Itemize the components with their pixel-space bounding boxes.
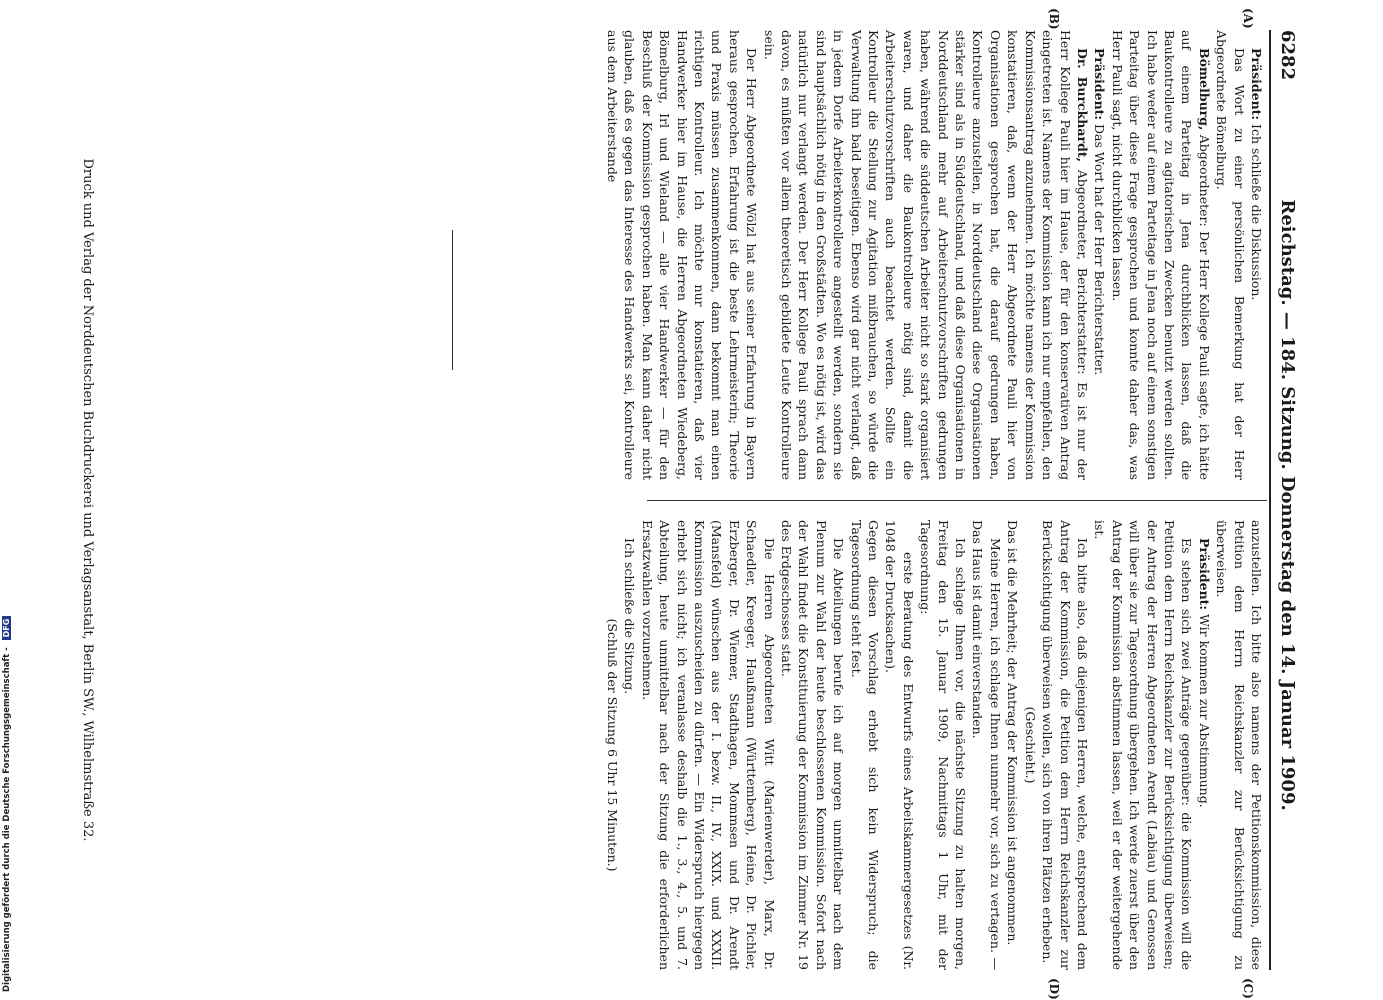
margin-mark-d: (D) [1047, 978, 1061, 1000]
paragraph [847, 520, 882, 970]
paragraph [882, 520, 917, 970]
left-text-column [604, 30, 1265, 480]
paragraph-text: Der Herr Abgeordnete Wölzl hat aus seiner Erfahrung in Bayern heraus gesprochen. Erfahrung ist die beste Lehrmeisterin; Theorie und Praxis müssen zusammenkommen, dann bekommt man einen richtigen Kontrolleur. Ich möchte nur konstatieren, daß vier Handwerker hier im Hause, die Herren Abgeordneten Wiedeberg, Bömelburg, Irl und Wieland — alle vier Handwerker — für den Beschluß der Kommission gesprochen haben. Man kann daher nicht glauben, daß es gegen das Interesse des Handwerks sei, Kontrolleure aus dem Arbeiterstande [604, 30, 760, 480]
paragraph-text: Es stehen sich zwei Anträge gegenüber: die Kommission will die Petition dem Herrn Reichskanzler zur Berücksichtigung überweisen; der Antrag der Herren Abgeordneten Arendt (Labiau) und Genossen will über sie zur Tagesordnung übergehen. Ich werde zuerst über den Antrag der Kommission abstimmen lassen, weil er der weitergehende ist. [1092, 520, 1195, 970]
speaker-name: Präsident: [1092, 48, 1108, 121]
margin-mark-c: (C) [1241, 978, 1255, 999]
paragraph [1004, 520, 1021, 970]
paragraph [1091, 30, 1108, 480]
speaker-name: Präsident: [1196, 538, 1212, 611]
paragraph-text: Wir kommen zur Abstimmung. [1196, 614, 1212, 808]
paragraph-text: erste Beratung des Entwurfs eines Arbeitskammergesetzes (Nr. 1048 der Drucksachen). [883, 520, 916, 970]
speaker-name: Dr. Burckhardt, [1074, 48, 1090, 162]
end-rule [452, 230, 453, 370]
paragraph [604, 30, 761, 480]
paragraph-text: Ich schließe die Sitzung. [622, 538, 638, 695]
dfg-logo-icon: DFG [2, 616, 11, 641]
paragraph-text: Die Herren Abgeordneten Witt (Marienwerder), Marx, Dr. Schaedler, Kreeger, Haußmann (Württemberg), Heine, Dr. Pichler, Erzberger, Dr. Wiemer, Stadthagen, Mommsen und Dr. Arendt (Mansfeld) wünschen aus der I. bezw. II., IV., XXIX. und XXXII. Kommission auszuscheiden zu dürfen. — Ein Widerspruch hiergegen erhebt sich nicht; ich veranlasse deshalb die 1., 3., 4., 5. und 7. Abteilung, heute unmittelbar nach der Sitzung die erforderlichen Ersatzwahlen vorzunehmen. [639, 520, 777, 970]
digitization-credit [2, 616, 12, 992]
page-header [1277, 30, 1298, 970]
paragraph-text: Abgeordneter, Berichterstatter: Es ist nur der Herr Kollege Pauli hier im Hause, der für den konservativen Antrag eingetreten ist. Namens der Kommission kann ich nur empfehlen, den Kommissionsantrag anzunehmen. Ich möchte namens der Kommission konstatieren, daß, wenn der Herr Abgeordnete Pauli hier von Organisationen gesprochen hat, die darauf gedrungen haben, Kontrolleure anzustellen, in Norddeutschland diese Organisationen stärker sind als in Süddeutschland, und daß diese Organisationen in Norddeutschland mehr auf Arbeiterschutzvorschriften gedrungen haben, während die süddeutschen Arbeiter nicht so stark organisiert waren, und daher die Baukontrolleure nötig sind, damit die Arbeiterschutzvorschriften auch beachtet werden. Sollte ein Kontrolleur die Stellung zur Agitation mißbrauchen, so würde die Verwaltung ihn bald beseitigen. Ebenso wird gar nicht verlangt, daß in jedem Dorfe Arbeiterkontrolleure angestellt werden, sondern sie sind hauptsächlich nötig in den Großstädten. Wo es nötig ist, wird das natürlich nur verlangt werden. Der Herr Kollege Pauli sprach dann davon, es müßten vor allem theoretisch gebildete Leute Kontrolleure sein. [761, 30, 1090, 480]
speaker-name: Bömelburg, [1196, 48, 1212, 131]
paragraph [969, 520, 1004, 970]
speaker-name: Präsident: [1249, 48, 1264, 121]
margin-mark-a: (A) [1241, 8, 1255, 29]
paragraph [1108, 30, 1212, 480]
page-running-title: Reichstag. — 184. Sitzung. Donnerstag den 14. Januar 1909. [1277, 199, 1298, 811]
paragraph [1248, 30, 1265, 480]
paragraph-text: Das Wort zu einer persönlichen Bemerkung hat der Herr Abgeordnete Bömelburg. [1214, 30, 1247, 480]
paragraph [1213, 520, 1265, 970]
paragraph-text: Meine Herren, ich schlage Ihnen nunmehr vor, sich zu vertagen. — Das Haus ist damit einverstanden. [970, 520, 1003, 970]
paragraph [1213, 30, 1248, 480]
paragraph [1091, 520, 1195, 970]
paragraph-text: Das ist die Mehrheit; der Antrag der Kommission ist angenommen. [1005, 520, 1021, 946]
credit-text: Digitalisierung gefördert durch die Deutsche Forschungsgemeinschaft - [2, 647, 12, 992]
paragraph [760, 30, 1091, 480]
paragraph-text: Das Wort hat der Herr Berichterstatter. [1092, 124, 1108, 376]
paragraph [1021, 520, 1038, 970]
right-text-column [604, 520, 1265, 970]
header-rule [1269, 30, 1271, 970]
paragraph [621, 520, 638, 970]
paragraph [917, 520, 969, 970]
column-divider [647, 500, 1267, 501]
margin-mark-b: (B) [1047, 8, 1061, 30]
imprint-footer: Druck und Verlag der Norddeutschen Buchdruckerei und Verlagsanstalt, Berlin SW., Wilhelmstraße 32. [80, 158, 95, 842]
paragraph [638, 520, 777, 970]
paragraph-text: Die Abteilungen berufe ich auf morgen unmittelbar nach dem Plenum zur Wahl der heute beschlossenen Kommission. Sofort nach der Wahl findet die Konstituierung der Kommission im Zimmer Nr. 19 des Erdgeschosses statt. [779, 520, 847, 970]
paragraph [1195, 520, 1212, 970]
paragraph-text: Ich schlage Ihnen vor, die nächste Sitzung zu halten morgen, Freitag den 15. Januar 1909, Nachmittags 1 Uhr, mit der Tagesordnung: [918, 520, 969, 970]
page-number: 6282 [1277, 30, 1298, 81]
paragraph [1039, 520, 1091, 970]
paragraph-text: (Schluß der Sitzung 6 Uhr 15 Minuten.) [604, 618, 620, 872]
paragraph-text: anzustellen. Ich bitte also namens der Petitionskommission, diese Petition dem Herrn Reichskanzler zur Berücksichtigung zu überweisen. [1214, 520, 1264, 970]
paragraph-text: Gegen diesen Vorschlag erhebt sich kein Widerspruch; die Tagesordnung steht fest. [848, 520, 882, 970]
paragraph-text: Ich bitte also, daß diejenigen Herren, welche, entsprechend dem Antrag der Kommission, die Petition dem Herrn Reichskanzler zur Berücksichtigung überweisen wollen, sich von ihren Plätzen erheben. [1040, 520, 1090, 970]
paragraph-text: Ich schließe die Diskussion. [1249, 124, 1264, 301]
paragraph-text: Abgeordneter: Der Herr Kollege Pauli sagte, ich hätte auf einem Parteitag in Jena durchblicken lassen, daß die Baukontrolleure zu agitatorischen Zwecken benutzt werden sollten. Ich habe weder auf einem Parteitage in Jena noch auf einem sonstigen Parteitag über diese Frage gesprochen und konnte daher das, was Herr Pauli sagt, nicht durchblicken lassen. [1109, 30, 1212, 480]
paragraph [604, 520, 621, 970]
paragraph-text: (Geschieht.) [1022, 706, 1038, 784]
paragraph [778, 520, 848, 970]
